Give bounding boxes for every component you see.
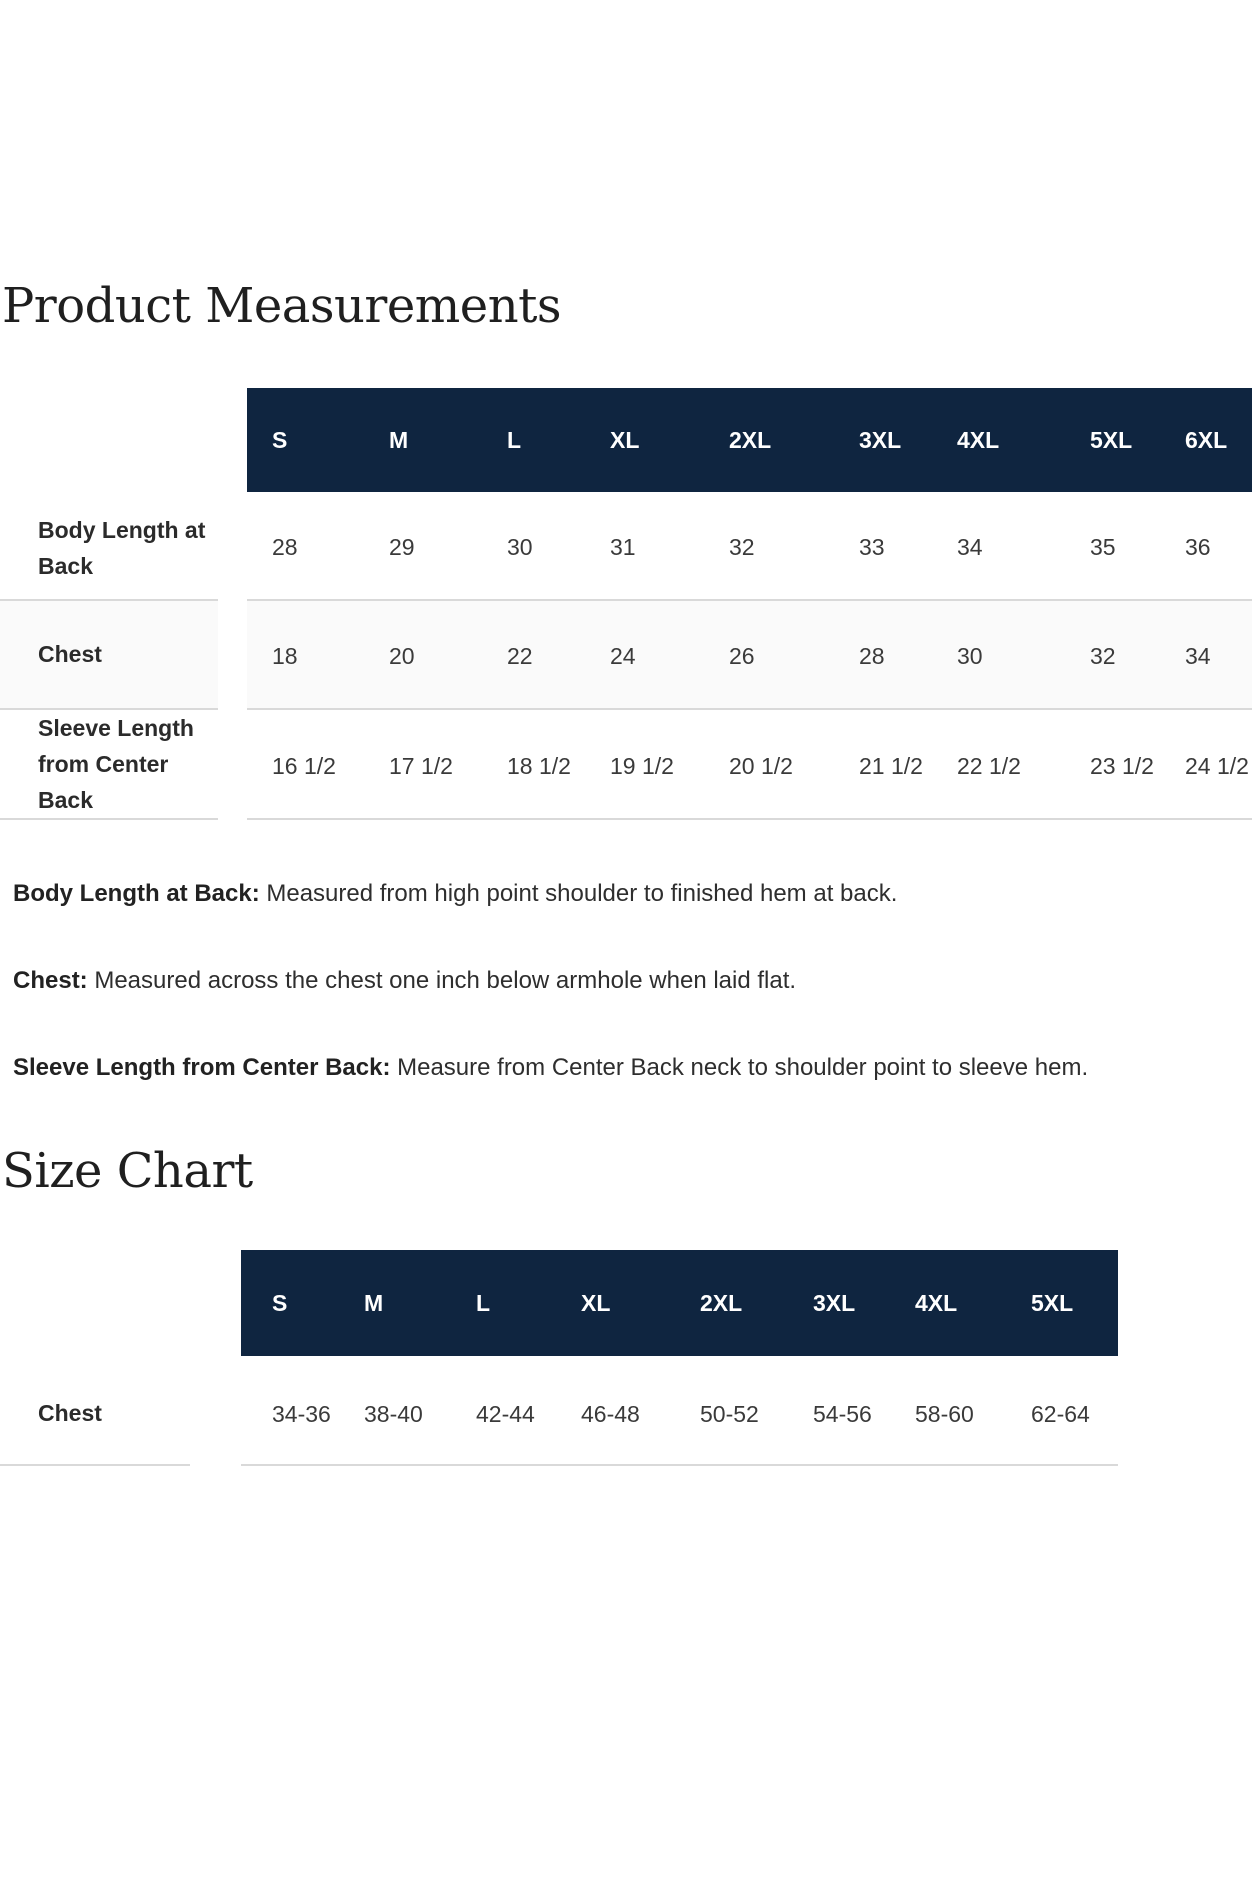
table-cell: 42-44 (476, 1401, 535, 1427)
row-label: Body Length at Back (38, 517, 206, 579)
definition-text: Measured across the chest one inch below armhole when laid flat. (87, 967, 797, 994)
table-cell: 31 (610, 534, 636, 560)
definition-text: Measure from Center Back neck to shoulder point to sleeve hem. (390, 1054, 1089, 1081)
row-label: Chest (38, 1400, 102, 1426)
table-cell: 38-40 (364, 1401, 423, 1427)
size-header-cell: S (272, 427, 288, 453)
table-cell: 20 1/2 (729, 753, 793, 779)
product-measurements-title: Product Measurements (2, 278, 562, 334)
size-header-cell: M (389, 427, 409, 453)
table-cell: 19 1/2 (610, 753, 674, 779)
definition-term: Sleeve Length from Center Back: (13, 1054, 391, 1081)
table-cell: 32 (1090, 643, 1116, 669)
table-cell: 50-52 (700, 1401, 759, 1427)
table-cell: 34-36 (272, 1401, 331, 1427)
table-cell: 54-56 (813, 1401, 872, 1427)
table-cell: 62-64 (1031, 1401, 1090, 1427)
size-header-cell: 3XL (859, 427, 902, 453)
table-cell: 34 (957, 534, 983, 560)
size-header-cell: 5XL (1031, 1290, 1074, 1316)
table-cell: 24 1/2 (1185, 753, 1249, 779)
table-cell: 21 1/2 (859, 753, 923, 779)
size-header-cell: S (272, 1290, 288, 1316)
size-header-cell: L (476, 1290, 491, 1316)
definition-body-length (13, 880, 897, 908)
definition-text: Measured from high point shoulder to finished hem at back. (259, 880, 898, 907)
table-cell: 30 (957, 643, 983, 669)
table-cell: 22 1/2 (957, 753, 1021, 779)
size-header-cell: XL (581, 1290, 611, 1316)
definition-sleeve-length (13, 1054, 1088, 1082)
size-header-cell: 4XL (915, 1290, 958, 1316)
row-divider (0, 818, 218, 820)
row-divider (0, 599, 218, 601)
size-chart-title: Size Chart (2, 1143, 253, 1199)
size-header-cell: 6XL (1185, 427, 1228, 453)
table-cell: 20 (389, 643, 415, 669)
table-cell: 17 1/2 (389, 753, 453, 779)
table-cell: 34 (1185, 643, 1211, 669)
table-cell: 32 (729, 534, 755, 560)
table-cell: 29 (389, 534, 415, 560)
table-cell: 35 (1090, 534, 1116, 560)
size-header-cell: 3XL (813, 1290, 856, 1316)
size-header-cell: L (507, 427, 522, 453)
row-divider (241, 1464, 1118, 1466)
row-divider (247, 818, 1252, 820)
table-cell: 36 (1185, 534, 1211, 560)
table-cell: 18 (272, 643, 298, 669)
size-header-cell: M (364, 1290, 384, 1316)
row-divider (247, 708, 1252, 710)
size-header-cell: 4XL (957, 427, 1000, 453)
product-measurements-table (0, 388, 1252, 820)
table-cell: 18 1/2 (507, 753, 571, 779)
table-cell: 30 (507, 534, 533, 560)
row-divider (247, 599, 1252, 601)
table-cell: 28 (272, 534, 298, 560)
table-cell: 46-48 (581, 1401, 640, 1427)
table-cell: 26 (729, 643, 755, 669)
table-cell: 24 (610, 643, 636, 669)
row-label: Sleeve Length from Center Back (38, 715, 194, 813)
size-header-cell: 2XL (700, 1290, 743, 1316)
table-cell: 33 (859, 534, 885, 560)
row-label: Chest (38, 641, 102, 667)
table-cell: 23 1/2 (1090, 753, 1154, 779)
table-cell: 58-60 (915, 1401, 974, 1427)
table-cell: 22 (507, 643, 533, 669)
size-header-cell: 2XL (729, 427, 772, 453)
size-header-cell: 5XL (1090, 427, 1133, 453)
definition-chest (13, 967, 796, 995)
definition-term: Chest: (13, 967, 88, 994)
size-chart-table (0, 1250, 1120, 1470)
size-header-cell: XL (610, 427, 640, 453)
table-cell: 28 (859, 643, 885, 669)
table-cell: 16 1/2 (272, 753, 336, 779)
definition-term: Body Length at Back: (13, 880, 260, 907)
row-divider (0, 1464, 190, 1466)
